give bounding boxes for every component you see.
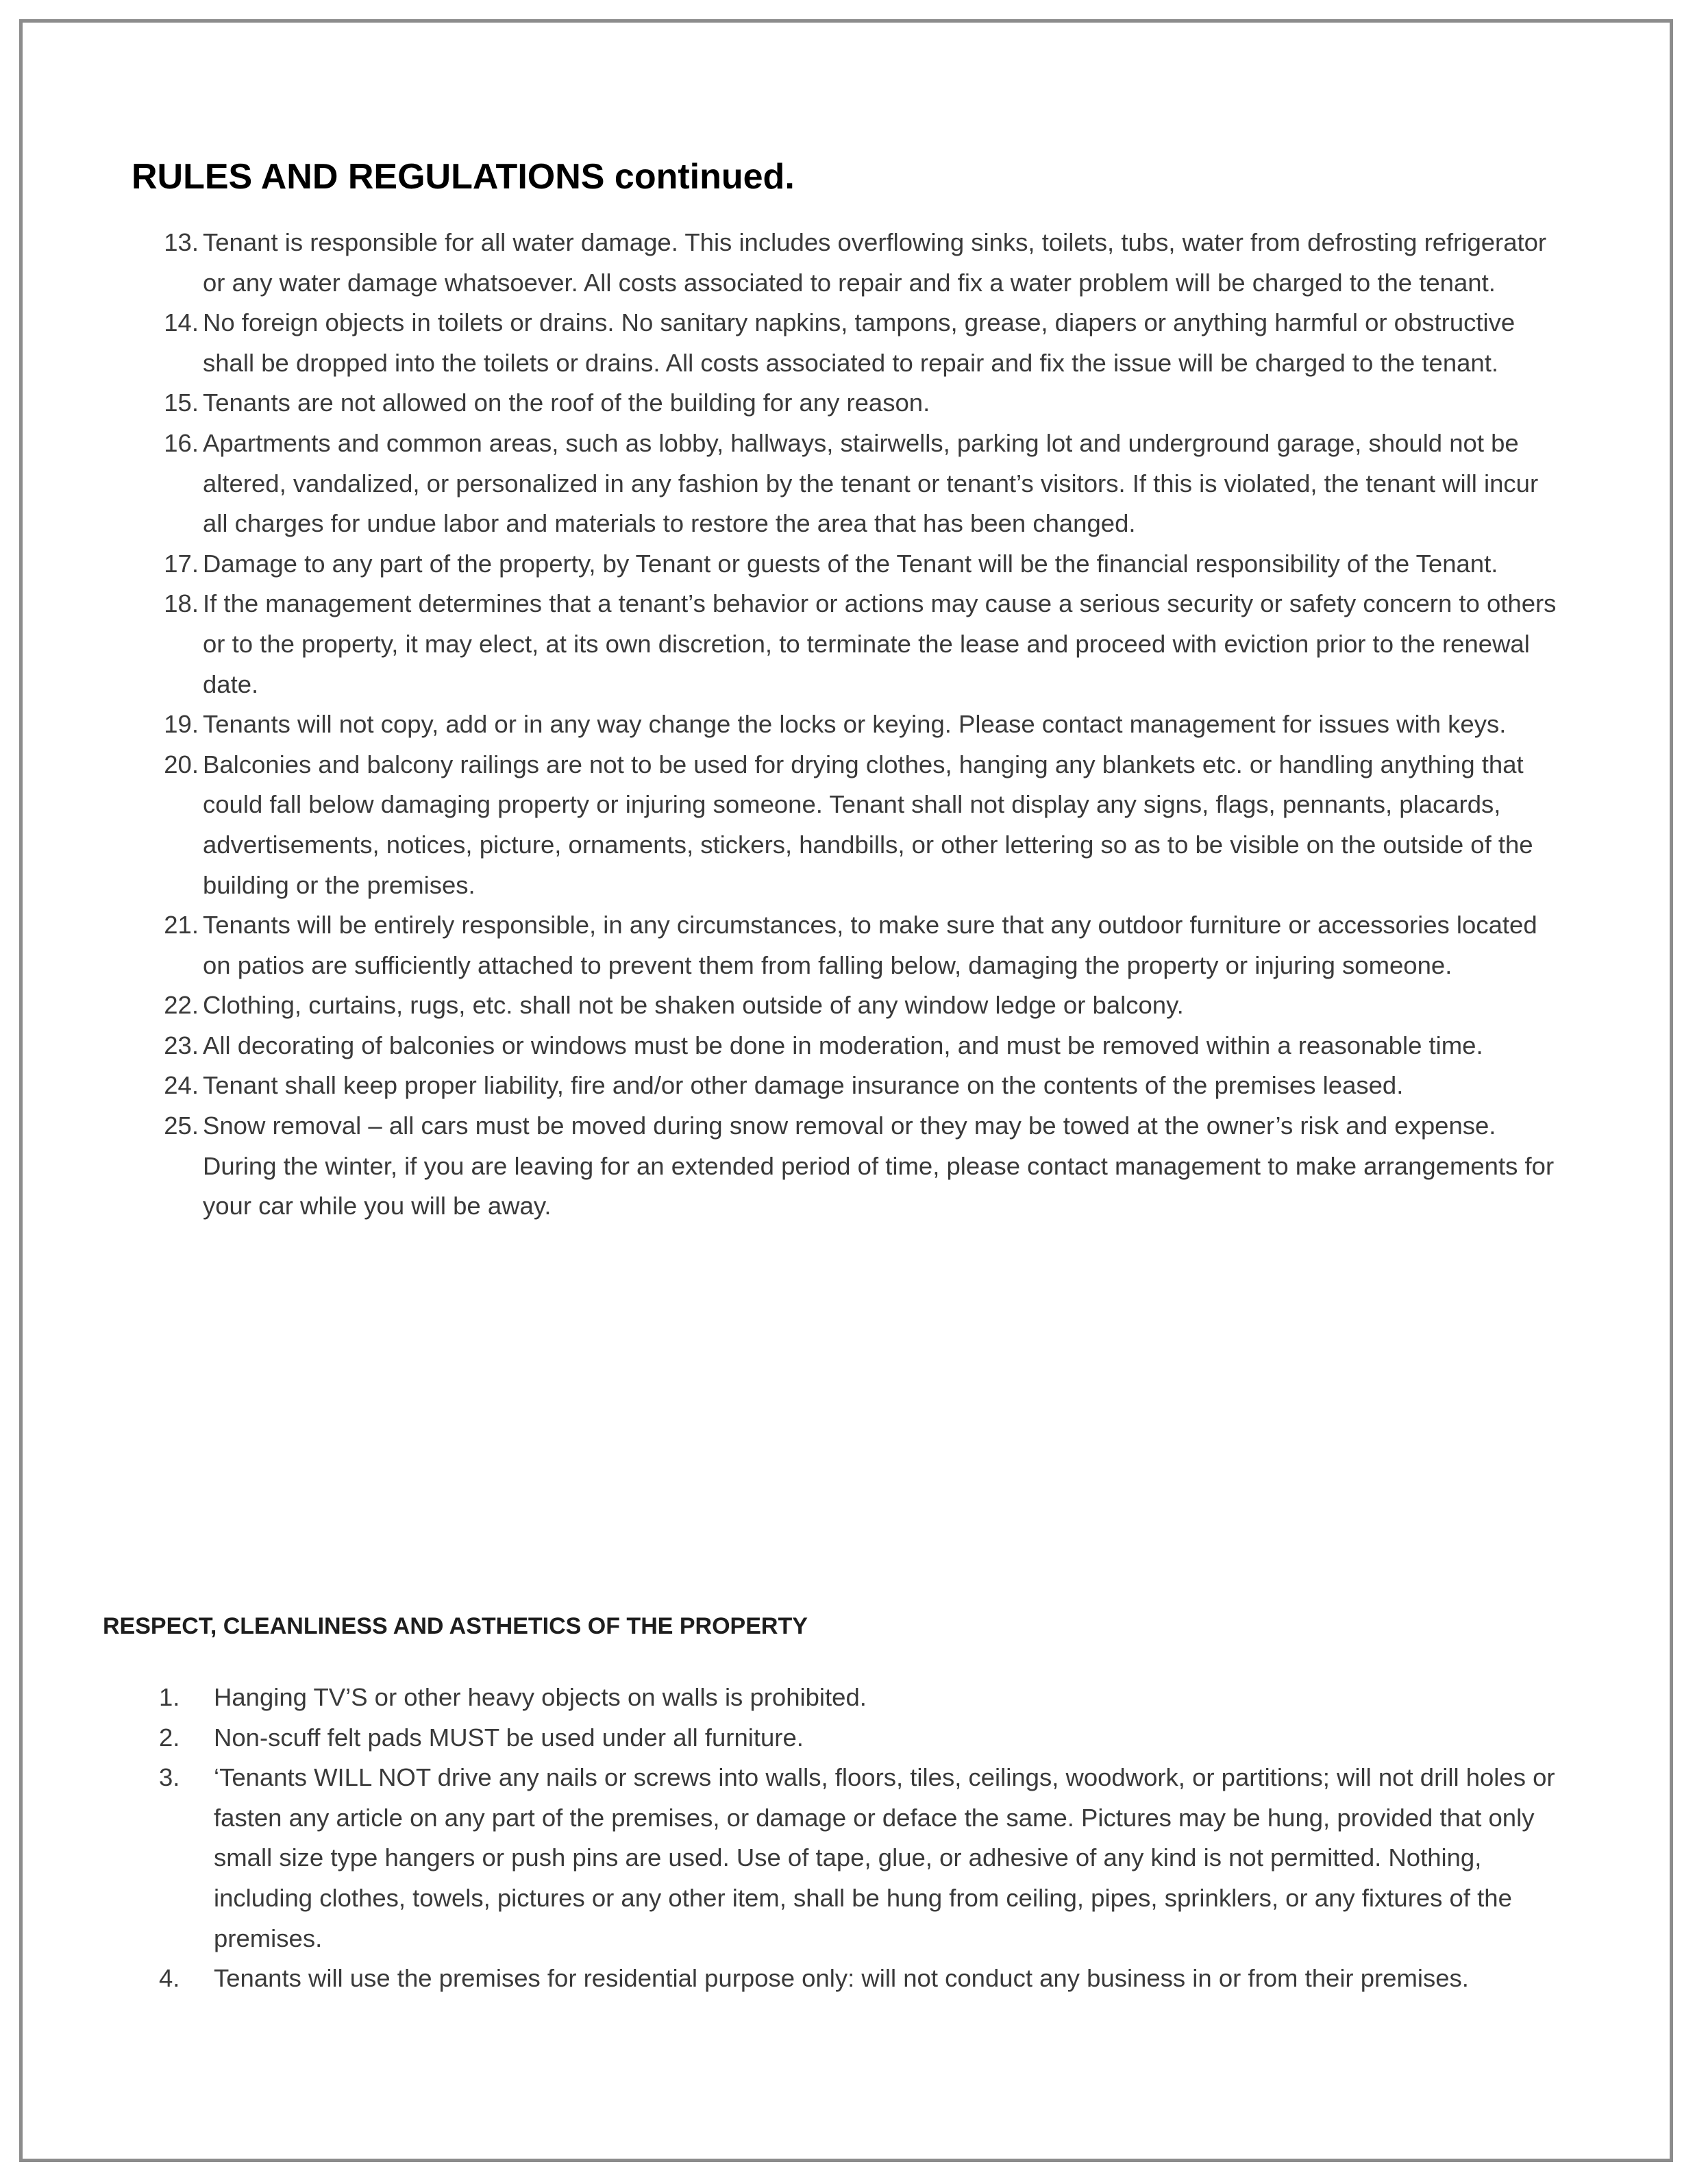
rule-number: 25. xyxy=(164,1112,199,1140)
rule-text: Tenants will not copy, add or in any way change the locks or keying. Please contact management for issues with keys. xyxy=(203,710,1507,739)
rule-text: Apartments and common areas, such as lobby, hallways, stairwells, parking lot and underground garage, should not be altered, vandalized, or personalized in any fashion by the tenant or tenant’s visitors. If this is violated, the tenant will incur all charges for undue labor and materials to restore the area that has been changed. xyxy=(203,428,1539,538)
rule-text: Balconies and balcony railings are not to be used for drying clothes, hanging any blankets etc. or handling anything that could fall below damaging property or injuring someone. Tenant shall not display any signs, flags, pennants, placards, advertisements, notices, picture, ornaments, stickers, handbills, or other lettering so as to be visible on the outside of the building or the premises. xyxy=(203,750,1533,899)
rule-item-18 xyxy=(132,584,1557,704)
rule-number: 24. xyxy=(164,1071,199,1100)
respect-text: Non-scuff felt pads MUST be used under all furniture. xyxy=(214,1723,804,1752)
rule-item-16 xyxy=(132,424,1557,544)
rule-text: Snow removal – all cars must be moved during snow removal or they may be towed at the owner’s risk and expense. During the winter, if you are leaving for an extended period of time, please contact management to make arrangements for your car while you will be away. xyxy=(203,1112,1555,1220)
rule-item-13 xyxy=(132,223,1557,303)
rule-text: Tenants will be entirely responsible, in any circumstances, to make sure that any outdoor furniture or accessories located on patios are sufficiently attached to prevent them from falling below, damaging the property or injuring someone. xyxy=(203,911,1537,979)
rule-number: 13. xyxy=(164,228,199,256)
respect-number: 1. xyxy=(159,1683,180,1711)
rule-number: 18. xyxy=(164,589,199,618)
rule-text: All decorating of balconies or windows must be done in moderation, and must be removed within a reasonable time. xyxy=(203,1031,1483,1059)
rule-number: 20. xyxy=(164,750,199,778)
section-heading: RESPECT, CLEANLINESS AND ASTHETICS OF THE PROPERTY xyxy=(103,1613,808,1639)
rule-number: 19. xyxy=(164,710,199,739)
rules-list xyxy=(132,223,1557,1227)
respect-item-2 xyxy=(132,1718,1557,1758)
rule-item-15 xyxy=(132,383,1557,424)
rule-item-21 xyxy=(132,905,1557,985)
respect-text: ‘Tenants WILL NOT drive any nails or screws into walls, floors, tiles, ceilings, woodwork, or partitions; will not drill holes or fasten any article on any part of the premises, or damage or deface the same. Pictures may be hung, provided that only small size type hangers or push pins are used. Use of tape, glue, or adhesive of any kind is not permitted. Nothing, including clothes, towels, pictures or any other item, shall be hung from ceiling, pipes, sprinklers, or any fixtures of the premises. xyxy=(214,1763,1555,1952)
rule-text: No foreign objects in toilets or drains. No sanitary napkins, tampons, grease, diapers or anything harmful or obstructive shall be dropped into the toilets or drains. All costs associated to repair and fix the issue will be charged to the tenant. xyxy=(203,308,1515,377)
rule-number: 15. xyxy=(164,389,199,417)
rule-text: Tenant is responsible for all water damage. This includes overflowing sinks, toilets, tubs, water from defrosting refrigerator or any water damage whatsoever. All costs associated to repair and fix a water problem will be charged to the tenant. xyxy=(203,228,1547,297)
rule-number: 17. xyxy=(164,549,199,578)
respect-item-4 xyxy=(132,1959,1557,1999)
respect-number: 4. xyxy=(159,1964,180,1993)
rule-number: 23. xyxy=(164,1031,199,1059)
respect-text: Hanging TV’S or other heavy objects on walls is prohibited. xyxy=(214,1683,867,1711)
rule-item-24 xyxy=(132,1066,1557,1106)
rule-item-25 xyxy=(132,1106,1557,1227)
respect-item-1 xyxy=(132,1678,1557,1718)
rule-item-22 xyxy=(132,985,1557,1026)
rule-text: Clothing, curtains, rugs, etc. shall not be shaken outside of any window ledge or balcony. xyxy=(203,991,1184,1020)
rule-item-23 xyxy=(132,1026,1557,1066)
respect-number: 3. xyxy=(159,1763,180,1792)
rule-text: Tenant shall keep proper liability, fire and/or other damage insurance on the contents of the premises leased. xyxy=(203,1071,1404,1100)
respect-number: 2. xyxy=(159,1723,180,1752)
rule-number: 22. xyxy=(164,991,199,1020)
rule-number: 16. xyxy=(164,428,199,457)
rule-number: 21. xyxy=(164,911,199,940)
rule-item-20 xyxy=(132,745,1557,905)
page-title: RULES AND REGULATIONS continued. xyxy=(132,157,795,197)
rule-item-17 xyxy=(132,544,1557,585)
rule-text: If the management determines that a tenant’s behavior or actions may cause a serious security or safety concern to others or to the property, it may elect, at its own discretion, to terminate the lease and proceed with eviction prior to the renewal date. xyxy=(203,589,1557,698)
respect-item-3 xyxy=(132,1758,1557,1959)
respect-list xyxy=(132,1678,1557,1999)
respect-text: Tenants will use the premises for residential purpose only: will not conduct any business in or from their premises. xyxy=(214,1964,1469,1993)
rule-item-14 xyxy=(132,303,1557,383)
rule-text: Damage to any part of the property, by Tenant or guests of the Tenant will be the financial responsibility of the Tenant. xyxy=(203,549,1498,578)
rule-item-19 xyxy=(132,704,1557,745)
rule-number: 14. xyxy=(164,308,199,337)
rule-text: Tenants are not allowed on the roof of the building for any reason. xyxy=(203,389,930,417)
